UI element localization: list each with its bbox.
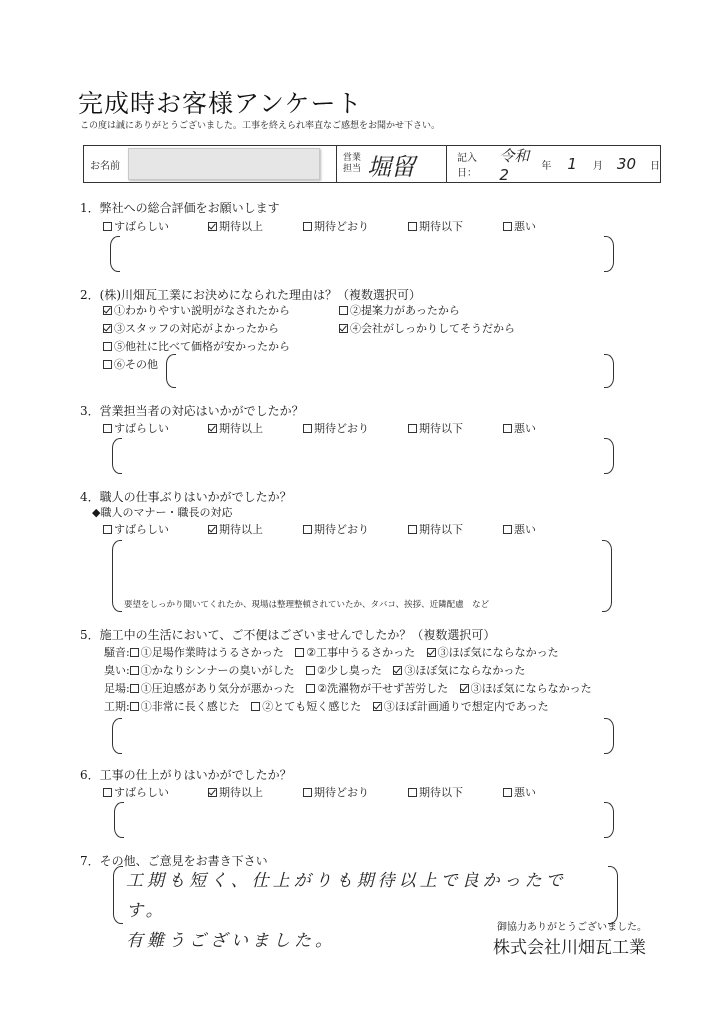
q5-scaffold-option-3[interactable]: ③ほぼ気にならなかった — [460, 682, 592, 695]
thanks-text: 御協力ありがとうございました。 — [497, 922, 647, 933]
q2-option-3[interactable]: ③スタッフの対応がよかったから — [103, 320, 279, 336]
checkbox[interactable] — [408, 222, 417, 231]
q4-hint: 要望をしっかり聞いてくれたか、現場は整理整頓されていたか、タバコ、挨拶、近隣配慮 など — [124, 600, 490, 610]
q1-option-excellent[interactable]: すばらしい — [103, 218, 169, 234]
checkbox-checked[interactable] — [208, 525, 217, 534]
q3-comment-field[interactable] — [124, 440, 602, 472]
q4-sub-label: ◆職人のマナー・職長の対応 — [92, 506, 233, 519]
q7-label: 7．その他、ご意見をお書き下さい — [80, 854, 268, 868]
checkbox[interactable] — [103, 222, 112, 231]
checkbox[interactable] — [303, 424, 312, 433]
checkbox[interactable] — [503, 788, 512, 797]
checkbox[interactable] — [295, 648, 304, 657]
checkbox[interactable] — [103, 525, 112, 534]
q1-comment-bracket-left — [110, 236, 120, 272]
checkbox-checked[interactable] — [427, 648, 436, 657]
q1-option-as-expected[interactable]: 期待どおり — [303, 218, 369, 234]
checkbox[interactable] — [306, 684, 315, 693]
q4-option-as-expected[interactable]: 期待どおり — [303, 521, 369, 537]
q7-comment-line-1: 工期も短く、仕上がりも期待以上で良かったです。 — [126, 871, 567, 921]
q4-comment-bracket-left — [112, 540, 122, 612]
q5-row-scaffold: 足場: ①圧迫感があり気分が悪かった ②洗濯物が干せず苦労した ③ほぼ気にならなかった — [104, 682, 592, 695]
q4-option-below[interactable]: 期待以下 — [408, 521, 463, 537]
q3-comment-bracket-right — [604, 438, 614, 474]
checkbox[interactable] — [130, 666, 139, 675]
q3-comment-bracket-left — [112, 438, 122, 474]
checkbox[interactable] — [303, 525, 312, 534]
checkbox-checked[interactable] — [208, 222, 217, 231]
q6-option-as-expected[interactable]: 期待どおり — [303, 784, 369, 800]
q1-option-above[interactable]: 期待以上 — [208, 218, 263, 234]
checkbox-checked[interactable] — [208, 788, 217, 797]
q4-option-above[interactable]: 期待以上 — [208, 521, 263, 537]
checkbox[interactable] — [408, 788, 417, 797]
q5-row-noise: 騒音: ①足場作業時はうるさかった ②工事中うるさかった ③ほぼ気にならなかった — [104, 646, 559, 659]
q5-scaffold-option-1[interactable]: ①圧迫感があり気分が悪かった — [130, 682, 295, 695]
checkbox[interactable] — [408, 525, 417, 534]
checkbox[interactable] — [130, 684, 139, 693]
survey-intro: この度は誠にありがとうございました。工事を終えられ率直なご感想をお聞かせ下さい。 — [80, 121, 441, 131]
date-label: 記入日： — [457, 153, 477, 179]
q2-option-5[interactable]: ⑤他社に比べて価格が安かったから — [103, 338, 290, 354]
checkbox[interactable] — [103, 424, 112, 433]
q2-option-6[interactable]: ⑥その他 — [103, 356, 158, 372]
q1-label: 1．弊社への総合評価をお願いします — [80, 201, 280, 215]
survey-title: 完成時お客様アンケート — [78, 89, 363, 118]
checkbox-checked[interactable] — [393, 666, 402, 675]
q5-comment-bracket-right — [604, 718, 614, 754]
customer-info-box — [83, 145, 661, 183]
checkbox[interactable] — [130, 702, 139, 711]
checkbox-checked[interactable] — [103, 306, 112, 315]
q5-comment-field[interactable] — [124, 720, 602, 752]
q4-label: 4．職人の仕事ぶりはいかがでしたか？ — [80, 490, 292, 504]
q5-duration-option-1[interactable]: ①非常に長く感じた — [130, 700, 240, 713]
q5-scaffold-option-2[interactable]: ②洗濯物が干せず苦労した — [306, 682, 448, 695]
checkbox[interactable] — [503, 424, 512, 433]
q5-row-odor: 臭い: ①かなりシンナーの臭いがした ②少し臭った ③ほぼ気にならなかった — [104, 664, 526, 677]
q1-option-below[interactable]: 期待以下 — [408, 218, 463, 234]
sales-rep-label: 営業 担当 — [343, 153, 362, 174]
q5-odor-option-2[interactable]: ②少し臭った — [306, 664, 382, 677]
q6-option-above[interactable]: 期待以上 — [208, 784, 263, 800]
checkbox[interactable] — [306, 666, 315, 675]
checkbox[interactable] — [103, 342, 112, 351]
q6-option-below[interactable]: 期待以下 — [408, 784, 463, 800]
q2-other-bracket-right — [604, 354, 614, 388]
q2-other-field[interactable] — [178, 356, 602, 386]
checkbox[interactable] — [103, 360, 112, 369]
sales-rep-value[interactable]: 堀留 — [367, 152, 416, 181]
q4-option-excellent[interactable]: すばらしい — [103, 521, 169, 537]
q7-comment-line-2: 有難うございました。 — [126, 931, 336, 951]
q5-label: 5．施工中の生活において、ご不便はございませんでしたか？（複数選択可） — [80, 628, 496, 642]
checkbox-checked[interactable] — [339, 324, 348, 333]
q3-option-as-expected[interactable]: 期待どおり — [303, 420, 369, 436]
q4-comment-bracket-right — [602, 540, 612, 612]
q2-option-2[interactable]: ②提案力があったから — [339, 302, 460, 318]
q5-comment-bracket-left — [112, 718, 122, 754]
checkbox[interactable] — [130, 648, 139, 657]
q5-row-duration: 工期: ①非常に長く感じた ②とても短く感じた ③ほぼ計画通りで想定内であった — [104, 700, 549, 713]
q7-comment-bracket-left — [113, 866, 123, 924]
checkbox[interactable] — [339, 306, 348, 315]
checkbox[interactable] — [408, 424, 417, 433]
name-cell — [84, 146, 337, 182]
q5-noise-option-3[interactable]: ③ほぼ気にならなかった — [427, 646, 559, 659]
q1-comment-bracket-right — [604, 236, 614, 272]
q1-comment-field[interactable] — [122, 238, 602, 270]
q6-comment-field[interactable] — [126, 804, 602, 836]
name-field-redacted[interactable] — [128, 148, 320, 180]
q1-option-bad[interactable]: 悪い — [503, 218, 536, 234]
q6-label: 6．工事の仕上がりはいかがでしたか？ — [80, 768, 292, 782]
q3-option-above[interactable]: 期待以上 — [208, 420, 263, 436]
q2-label: 2．(株)川畑瓦工業にお決めになられた理由は？（複数選択可） — [80, 288, 422, 302]
q6-option-bad[interactable]: 悪い — [503, 784, 536, 800]
q6-comment-bracket-left — [114, 802, 124, 838]
q4-comment-field[interactable] — [124, 542, 600, 594]
checkbox[interactable] — [503, 525, 512, 534]
checkbox[interactable] — [251, 702, 260, 711]
q2-option-4[interactable]: ④会社がしっかりしてそうだから — [339, 320, 515, 336]
date-month[interactable]: 1 — [567, 155, 577, 173]
q5-odor-option-1[interactable]: ①かなりシンナーの臭いがした — [130, 664, 295, 677]
date-day[interactable]: 30 — [616, 155, 636, 173]
q6-comment-bracket-right — [604, 802, 614, 838]
q2-other-bracket-left — [166, 354, 176, 388]
sales-rep-cell — [337, 146, 447, 182]
q7-comment-bracket-right — [608, 866, 618, 924]
q5-duration-option-2[interactable]: ②とても短く感じた — [251, 700, 361, 713]
q5-odor-option-3[interactable]: ③ほぼ気にならなかった — [393, 664, 525, 677]
q5-noise-option-2[interactable]: ②工事中うるさかった — [295, 646, 415, 659]
q2-option-1[interactable]: ①わかりやすい説明がなされたから — [103, 302, 290, 318]
q3-option-bad[interactable]: 悪い — [503, 420, 536, 436]
checkbox[interactable] — [503, 222, 512, 231]
checkbox[interactable] — [303, 222, 312, 231]
q3-label: 3．営業担当者の対応はいかがでしたか？ — [80, 404, 304, 418]
checkbox-checked[interactable] — [373, 702, 382, 711]
q5-noise-option-1[interactable]: ①足場作業時はうるさかった — [130, 646, 284, 659]
q6-option-excellent[interactable]: すばらしい — [103, 784, 169, 800]
name-label: お名前 — [90, 160, 120, 172]
q3-option-excellent[interactable]: すばらしい — [103, 420, 169, 436]
checkbox-checked[interactable] — [103, 324, 112, 333]
checkbox[interactable] — [103, 788, 112, 797]
checkbox-checked[interactable] — [460, 684, 469, 693]
company-name: 株式会社川畑瓦工業 — [493, 938, 646, 958]
q5-duration-option-3[interactable]: ③ほぼ計画通りで想定内であった — [373, 700, 549, 713]
checkbox-checked[interactable] — [208, 424, 217, 433]
date-era[interactable]: 令和2 — [499, 146, 530, 184]
q3-option-below[interactable]: 期待以下 — [408, 420, 463, 436]
q4-option-bad[interactable]: 悪い — [503, 521, 536, 537]
checkbox[interactable] — [303, 788, 312, 797]
date-cell: 記入日： 令和2 年 1 月 30 日 — [457, 146, 660, 184]
